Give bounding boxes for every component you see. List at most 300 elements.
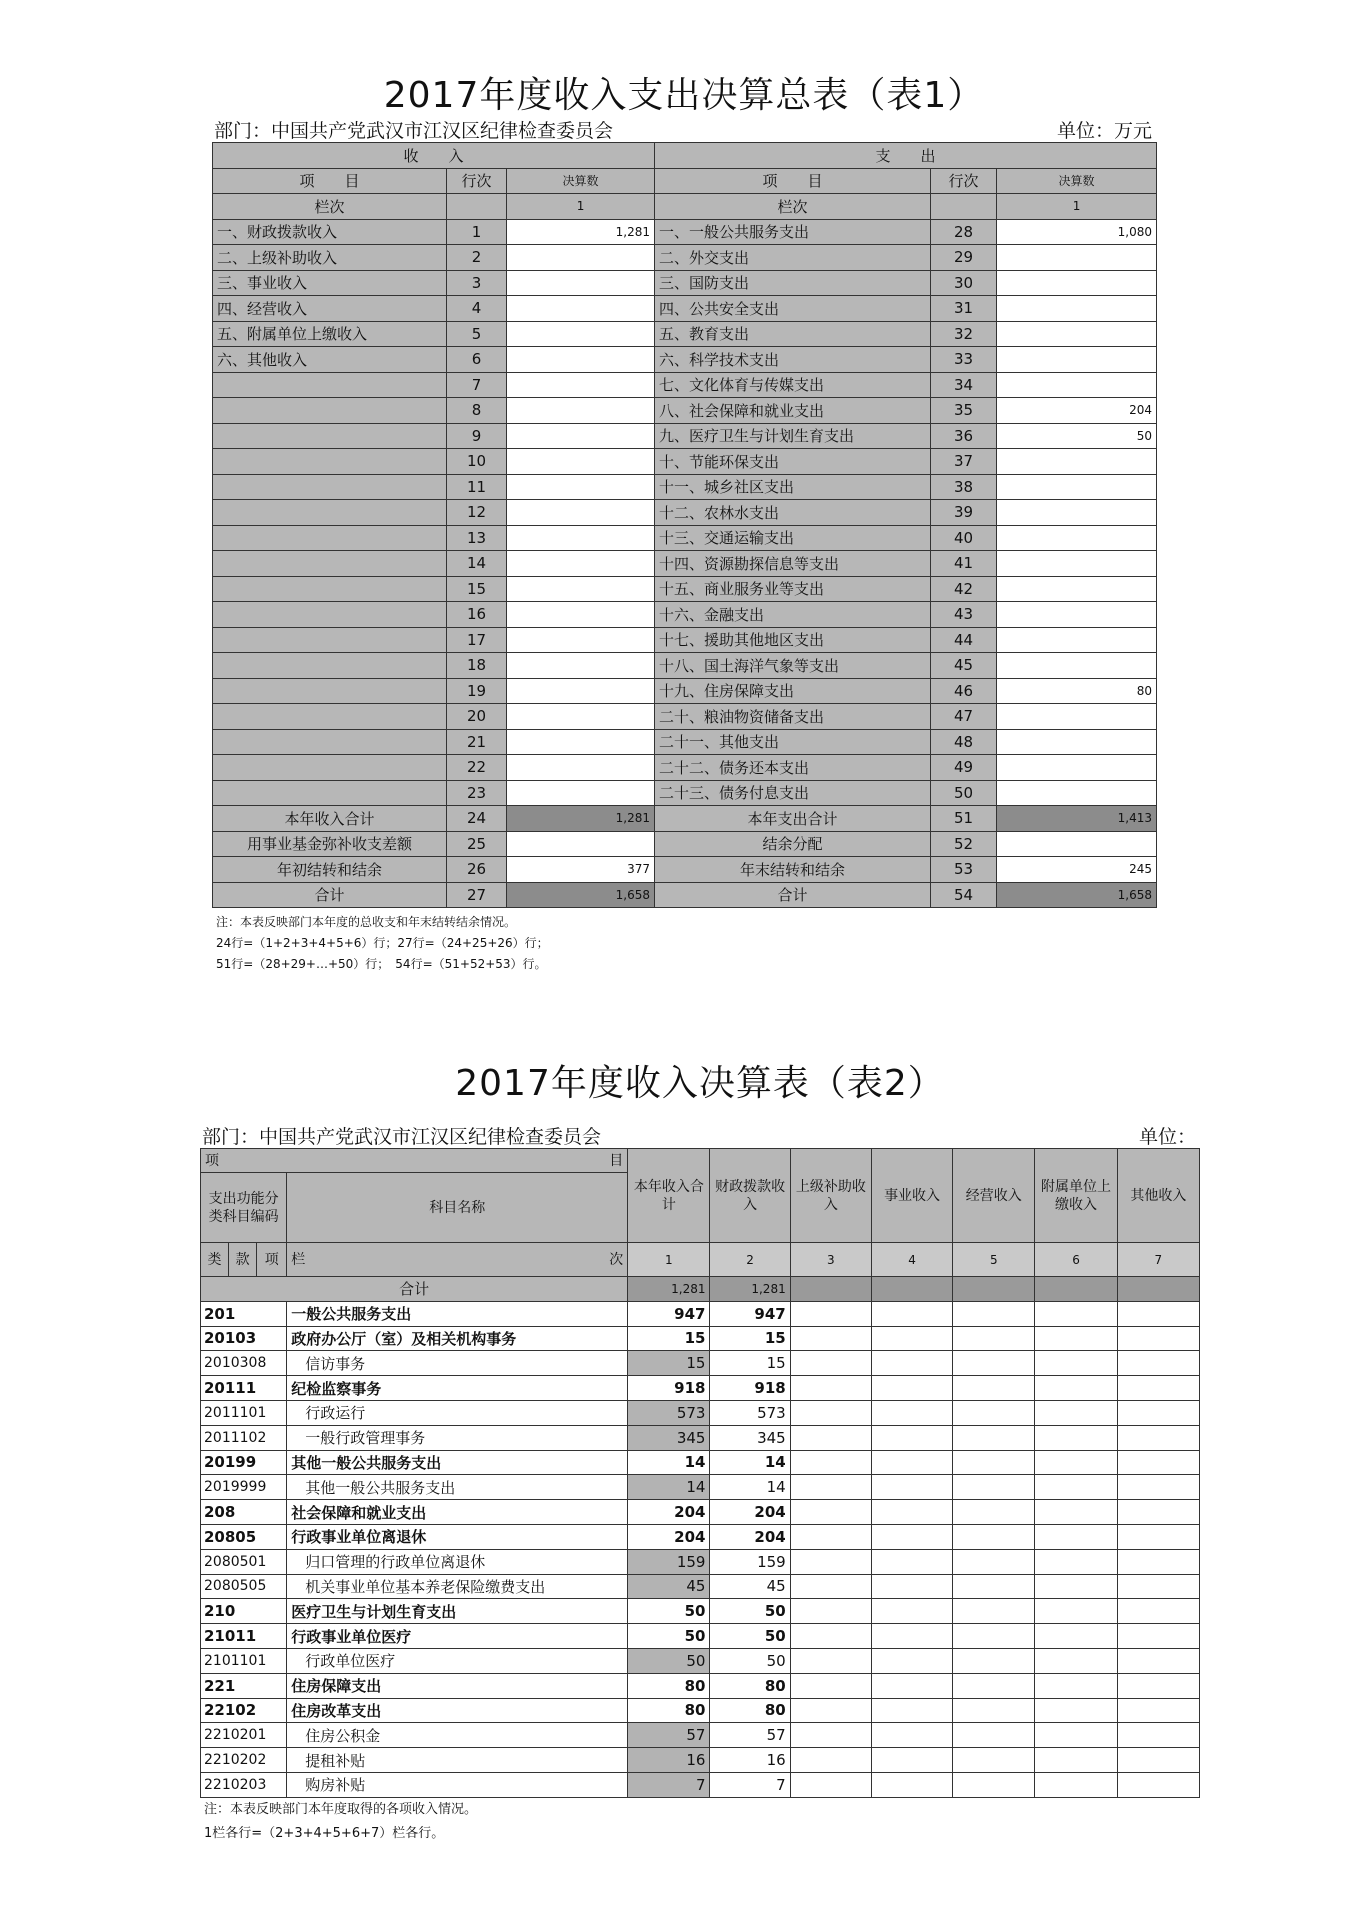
income-row-no: 10: [447, 449, 507, 475]
subject-name: 其他一般公共服务支出: [287, 1475, 628, 1500]
expense-row-no: 47: [931, 704, 997, 730]
table1-lanci-row: [213, 194, 1157, 220]
table2-row: [201, 1673, 1200, 1698]
income-total: 45: [628, 1574, 710, 1599]
table2-department: 部门：中国共产党武汉市江汉区纪律检查委员会: [202, 1126, 602, 1148]
expense-item: 十九、住房保障支出: [655, 678, 931, 704]
expense-summary-row-no: 51: [931, 806, 997, 832]
empty-cell: [953, 1400, 1035, 1425]
table1-summary-row: [213, 831, 1157, 857]
total-v1: 1,281: [628, 1277, 710, 1302]
empty-cell: [790, 1723, 871, 1748]
income-summary-item: 本年收入合计: [213, 806, 447, 832]
expense-summary-row-no: 54: [931, 882, 997, 908]
empty-cell: [953, 1698, 1035, 1723]
subject-name: 住房改革支出: [287, 1698, 628, 1723]
expense-row-no: 37: [931, 449, 997, 475]
table1-row: [213, 551, 1157, 577]
expense-summary-amount: 1,413: [997, 806, 1157, 832]
mu-label: 目: [609, 1152, 624, 1169]
income-summary-amount: 377: [507, 857, 655, 883]
total-v5: [953, 1277, 1035, 1302]
income-row-no: 6: [447, 347, 507, 373]
fiscal-income: 204: [710, 1524, 790, 1549]
fiscal-income: 7: [710, 1772, 790, 1797]
subject-code: 22102: [201, 1698, 287, 1723]
total-v6: [1035, 1277, 1117, 1302]
table1-row: [213, 449, 1157, 475]
subject-code: 2101101: [201, 1648, 287, 1673]
income-row-no: 4: [447, 296, 507, 322]
empty-cell: [871, 1723, 952, 1748]
fiscal-income: 57: [710, 1723, 790, 1748]
empty-cell: [1117, 1524, 1199, 1549]
empty-cell: [1117, 1301, 1199, 1326]
subject-code: 208: [201, 1500, 287, 1525]
empty-cell: [953, 1450, 1035, 1475]
expense-item: 十五、商业服务业等支出: [655, 576, 931, 602]
empty-cell: [953, 1524, 1035, 1549]
income-summary-item: 用事业基金弥补收支差额: [213, 831, 447, 857]
empty-cell: [1117, 1549, 1199, 1574]
income-row-no: 1: [447, 219, 507, 245]
income-item: [213, 704, 447, 730]
col-header: 其他收入: [1117, 1149, 1199, 1243]
table1-row: [213, 602, 1157, 628]
subject-code: 20103: [201, 1326, 287, 1351]
expense-amount: [997, 525, 1157, 551]
col-header: 附属单位上缴收入: [1035, 1149, 1117, 1243]
expense-amount: [997, 704, 1157, 730]
expense-amount: [997, 500, 1157, 526]
subject-code: 20199: [201, 1450, 287, 1475]
income-total: 14: [628, 1475, 710, 1500]
income-item: 三、事业收入: [213, 270, 447, 296]
col-number: 3: [790, 1243, 871, 1277]
total-v2: 1,281: [710, 1277, 790, 1302]
income-row-no: 2: [447, 245, 507, 271]
income-amount: [507, 576, 655, 602]
table1-header-cols: [213, 168, 1157, 194]
table2-row: [201, 1326, 1200, 1351]
subject-name: 购房补贴: [287, 1772, 628, 1797]
empty-cell: [1035, 1772, 1117, 1797]
empty-cell: [871, 1549, 952, 1574]
subject-name: 信访事务: [287, 1351, 628, 1376]
table2-row: [201, 1748, 1200, 1773]
empty-cell: [953, 1500, 1035, 1525]
table2-row: [201, 1549, 1200, 1574]
subject-name: 提租补贴: [287, 1748, 628, 1773]
income-lanci: 栏次: [213, 194, 447, 220]
income-lanci-empty: [447, 194, 507, 220]
table2-total-row: [201, 1277, 1200, 1302]
expense-row-no: 45: [931, 653, 997, 679]
expense-item: 十六、金融支出: [655, 602, 931, 628]
table1-header-group: [213, 143, 1157, 169]
empty-cell: [871, 1301, 952, 1326]
income-summary-row-no: 26: [447, 857, 507, 883]
subject-name: 其他一般公共服务支出: [287, 1450, 628, 1475]
income-amount: [507, 245, 655, 271]
table1-row: [213, 525, 1157, 551]
income-amount: [507, 780, 655, 806]
income-amount: [507, 347, 655, 373]
expense-item: 七、文化体育与传媒支出: [655, 372, 931, 398]
income-item: [213, 780, 447, 806]
expense-amount: [997, 551, 1157, 577]
income-row-no: 23: [447, 780, 507, 806]
expense-lanci-no: 1: [997, 194, 1157, 220]
expense-summary-amount: 245: [997, 857, 1157, 883]
income-total: 50: [628, 1624, 710, 1649]
table2-row: [201, 1648, 1200, 1673]
income-item: [213, 729, 447, 755]
income-item: [213, 627, 447, 653]
income-item: 六、其他收入: [213, 347, 447, 373]
income-amount: [507, 755, 655, 781]
income-amount: [507, 602, 655, 628]
table1-sheet: [212, 72, 1156, 975]
table1-row: [213, 755, 1157, 781]
total-label: 合计: [201, 1277, 628, 1302]
table1-row: [213, 372, 1157, 398]
table1-row: [213, 219, 1157, 245]
empty-cell: [1117, 1624, 1199, 1649]
empty-cell: [790, 1351, 871, 1376]
empty-cell: [1117, 1599, 1199, 1624]
subject-code: 2210202: [201, 1748, 287, 1773]
empty-cell: [790, 1376, 871, 1401]
empty-cell: [1117, 1698, 1199, 1723]
table1-unit: 单位：万元: [1056, 120, 1152, 142]
table2-row: [201, 1301, 1200, 1326]
expense-item: 二十、粮油物资储备支出: [655, 704, 931, 730]
empty-cell: [871, 1698, 952, 1723]
subject-code: 2080505: [201, 1574, 287, 1599]
income-amount: [507, 296, 655, 322]
table1-row: [213, 678, 1157, 704]
fiscal-income: 204: [710, 1500, 790, 1525]
expense-summary-amount: 1,658: [997, 882, 1157, 908]
subject-name: 政府办公厅（室）及相关机构事务: [287, 1326, 628, 1351]
col-number: 5: [953, 1243, 1035, 1277]
empty-cell: [1117, 1574, 1199, 1599]
subject-code: 2019999: [201, 1475, 287, 1500]
fiscal-income: 14: [710, 1475, 790, 1500]
empty-cell: [871, 1376, 952, 1401]
income-total: 947: [628, 1301, 710, 1326]
table2-row: [201, 1400, 1200, 1425]
table1-summary-row: [213, 882, 1157, 908]
empty-cell: [871, 1524, 952, 1549]
expense-row-no: 41: [931, 551, 997, 577]
subject-name: 机关事业单位基本养老保险缴费支出: [287, 1574, 628, 1599]
expense-row-no: 46: [931, 678, 997, 704]
table1: [212, 142, 1157, 908]
table2-row: [201, 1450, 1200, 1475]
expense-item: 十七、援助其他地区支出: [655, 627, 931, 653]
col-number: 6: [1035, 1243, 1117, 1277]
income-item: [213, 474, 447, 500]
expense-amount: [997, 296, 1157, 322]
empty-cell: [1117, 1450, 1199, 1475]
subject-name: 行政事业单位医疗: [287, 1624, 628, 1649]
income-row-no: 22: [447, 755, 507, 781]
empty-cell: [1035, 1351, 1117, 1376]
empty-cell: [1035, 1574, 1117, 1599]
subject-name: 行政单位医疗: [287, 1648, 628, 1673]
col-number: 4: [871, 1243, 952, 1277]
empty-cell: [953, 1549, 1035, 1574]
income-total: 14: [628, 1450, 710, 1475]
expense-summary-item: 结余分配: [655, 831, 931, 857]
expense-amount: [997, 576, 1157, 602]
table2-sheet: [200, 1060, 1200, 1846]
expense-header: 支 出: [655, 143, 1157, 169]
table2-row: [201, 1772, 1200, 1797]
kuan-label: 款: [229, 1243, 257, 1277]
income-summary-item: 合计: [213, 882, 447, 908]
empty-cell: [1035, 1723, 1117, 1748]
empty-cell: [790, 1574, 871, 1599]
table1-note: 51行=（28+29+…+50）行； 54行=（51+52+53）行。: [216, 957, 547, 971]
expense-item: 二十一、其他支出: [655, 729, 931, 755]
income-lanci-no: 1: [507, 194, 655, 220]
income-amount: [507, 474, 655, 500]
fiscal-income: 345: [710, 1425, 790, 1450]
total-v7: [1117, 1277, 1199, 1302]
income-total: 15: [628, 1351, 710, 1376]
income-total: 345: [628, 1425, 710, 1450]
ci-label: 次: [609, 1251, 624, 1268]
expense-item: 十、节能环保支出: [655, 449, 931, 475]
expense-row-no: 50: [931, 780, 997, 806]
income-row-no: 5: [447, 321, 507, 347]
empty-cell: [790, 1698, 871, 1723]
income-row-no: 21: [447, 729, 507, 755]
table2-row: [201, 1351, 1200, 1376]
fiscal-income: 80: [710, 1698, 790, 1723]
expense-col-row: 行次: [931, 168, 997, 194]
subject-name: 归口管理的行政单位离退休: [287, 1549, 628, 1574]
expense-row-no: 30: [931, 270, 997, 296]
expense-row-no: 32: [931, 321, 997, 347]
subject-code: 2210201: [201, 1723, 287, 1748]
expense-row-no: 35: [931, 398, 997, 424]
empty-cell: [790, 1748, 871, 1773]
subject-code: 20111: [201, 1376, 287, 1401]
expense-amount: 80: [997, 678, 1157, 704]
income-total: 204: [628, 1500, 710, 1525]
empty-cell: [790, 1475, 871, 1500]
income-amount: [507, 449, 655, 475]
expense-row-no: 40: [931, 525, 997, 551]
empty-cell: [1117, 1772, 1199, 1797]
income-row-no: 15: [447, 576, 507, 602]
expense-row-no: 34: [931, 372, 997, 398]
expense-item: 六、科学技术支出: [655, 347, 931, 373]
empty-cell: [790, 1772, 871, 1797]
income-total: 573: [628, 1400, 710, 1425]
income-total: 80: [628, 1673, 710, 1698]
income-amount: [507, 321, 655, 347]
expense-amount: [997, 270, 1157, 296]
empty-cell: [953, 1748, 1035, 1773]
empty-cell: [871, 1425, 952, 1450]
empty-cell: [953, 1574, 1035, 1599]
income-amount: [507, 270, 655, 296]
income-col-item: 项 目: [213, 168, 447, 194]
expense-amount: 1,080: [997, 219, 1157, 245]
empty-cell: [953, 1624, 1035, 1649]
table2-row: [201, 1698, 1200, 1723]
table1-row: [213, 653, 1157, 679]
expense-summary-amount: [997, 831, 1157, 857]
income-row-no: 19: [447, 678, 507, 704]
empty-cell: [871, 1326, 952, 1351]
subject-code: 2010308: [201, 1351, 287, 1376]
income-amount: [507, 627, 655, 653]
income-item: [213, 576, 447, 602]
subject-code: 2011102: [201, 1425, 287, 1450]
income-amount: [507, 423, 655, 449]
fiscal-income: 50: [710, 1624, 790, 1649]
subject-name: 住房保障支出: [287, 1673, 628, 1698]
fiscal-income: 947: [710, 1301, 790, 1326]
empty-cell: [1035, 1450, 1117, 1475]
empty-cell: [1117, 1648, 1199, 1673]
empty-cell: [871, 1500, 952, 1525]
income-item: [213, 653, 447, 679]
table1-row: [213, 704, 1157, 730]
expense-amount: [997, 347, 1157, 373]
income-amount: [507, 372, 655, 398]
table1-meta: [212, 120, 1156, 142]
empty-cell: [790, 1648, 871, 1673]
func-code-header: 支出功能分类科目编码: [201, 1173, 287, 1243]
table1-row: [213, 296, 1157, 322]
empty-cell: [871, 1624, 952, 1649]
expense-item: 二十二、债务还本支出: [655, 755, 931, 781]
empty-cell: [1035, 1475, 1117, 1500]
table2-note: 1栏各行=（2+3+4+5+6+7）栏各行。: [204, 1825, 445, 1841]
income-amount: [507, 398, 655, 424]
table2-note: 注：本表反映部门本年度取得的各项收入情况。: [204, 1801, 478, 1817]
expense-summary-item: 本年支出合计: [655, 806, 931, 832]
expense-amount: [997, 729, 1157, 755]
table1-row: [213, 500, 1157, 526]
empty-cell: [953, 1425, 1035, 1450]
empty-cell: [790, 1599, 871, 1624]
empty-cell: [1035, 1301, 1117, 1326]
table2-unit: 单位：: [1138, 1126, 1196, 1148]
xiang-label: 项: [205, 1152, 219, 1169]
income-row-no: 17: [447, 627, 507, 653]
total-v4: [871, 1277, 952, 1302]
table2-row: [201, 1723, 1200, 1748]
table1-row: [213, 398, 1157, 424]
income-amount: [507, 678, 655, 704]
table1-row: [213, 780, 1157, 806]
income-amount: 1,281: [507, 219, 655, 245]
empty-cell: [871, 1648, 952, 1673]
table1-summary-row: [213, 857, 1157, 883]
empty-cell: [1117, 1425, 1199, 1450]
empty-cell: [953, 1351, 1035, 1376]
table1-note: 24行=（1+2+3+4+5+6）行；27行=（24+25+26）行；: [216, 936, 549, 950]
col-header: 本年收入合计: [628, 1149, 710, 1243]
income-col-row: 行次: [447, 168, 507, 194]
expense-item: 十一、城乡社区支出: [655, 474, 931, 500]
income-amount: [507, 729, 655, 755]
empty-cell: [790, 1500, 871, 1525]
table1-title: 2017年度收入支出决算总表（表1）: [383, 75, 985, 116]
income-item: [213, 602, 447, 628]
subject-code: 20805: [201, 1524, 287, 1549]
empty-cell: [1035, 1648, 1117, 1673]
col-header: 经营收入: [953, 1149, 1035, 1243]
total-v3: [790, 1277, 871, 1302]
table2-row: [201, 1475, 1200, 1500]
expense-row-no: 33: [931, 347, 997, 373]
empty-cell: [1035, 1500, 1117, 1525]
empty-cell: [790, 1400, 871, 1425]
expense-amount: [997, 602, 1157, 628]
subject-name: 行政事业单位离退休: [287, 1524, 628, 1549]
income-row-no: 20: [447, 704, 507, 730]
income-row-no: 18: [447, 653, 507, 679]
income-item: [213, 525, 447, 551]
income-total: 57: [628, 1723, 710, 1748]
empty-cell: [1117, 1376, 1199, 1401]
col-number: 1: [628, 1243, 710, 1277]
expense-col-item: 项 目: [655, 168, 931, 194]
table2-row: [201, 1425, 1200, 1450]
expense-row-no: 29: [931, 245, 997, 271]
expense-item: 十二、农林水支出: [655, 500, 931, 526]
expense-lanci-empty: [931, 194, 997, 220]
col-number: 2: [710, 1243, 790, 1277]
empty-cell: [1035, 1698, 1117, 1723]
empty-cell: [953, 1475, 1035, 1500]
income-amount: [507, 653, 655, 679]
income-total: 15: [628, 1326, 710, 1351]
expense-item: 八、社会保障和就业支出: [655, 398, 931, 424]
table1-row: [213, 321, 1157, 347]
subject-code: 21011: [201, 1624, 287, 1649]
income-item: [213, 398, 447, 424]
income-row-no: 9: [447, 423, 507, 449]
income-total: 50: [628, 1599, 710, 1624]
table1-row: [213, 474, 1157, 500]
empty-cell: [953, 1673, 1035, 1698]
lanci-cell: [287, 1243, 628, 1277]
table2-meta: [200, 1126, 1200, 1148]
empty-cell: [871, 1673, 952, 1698]
xiang-sub-label: 项: [257, 1243, 287, 1277]
income-summary-row-no: 24: [447, 806, 507, 832]
expense-item: 四、公共安全支出: [655, 296, 931, 322]
income-item: 四、经营收入: [213, 296, 447, 322]
empty-cell: [1035, 1524, 1117, 1549]
table2-notes: [200, 1798, 1200, 1846]
income-col-amount: 决算数: [507, 168, 655, 194]
income-amount: [507, 500, 655, 526]
table1-row: [213, 270, 1157, 296]
subject-name: 医疗卫生与计划生育支出: [287, 1599, 628, 1624]
empty-cell: [871, 1574, 952, 1599]
